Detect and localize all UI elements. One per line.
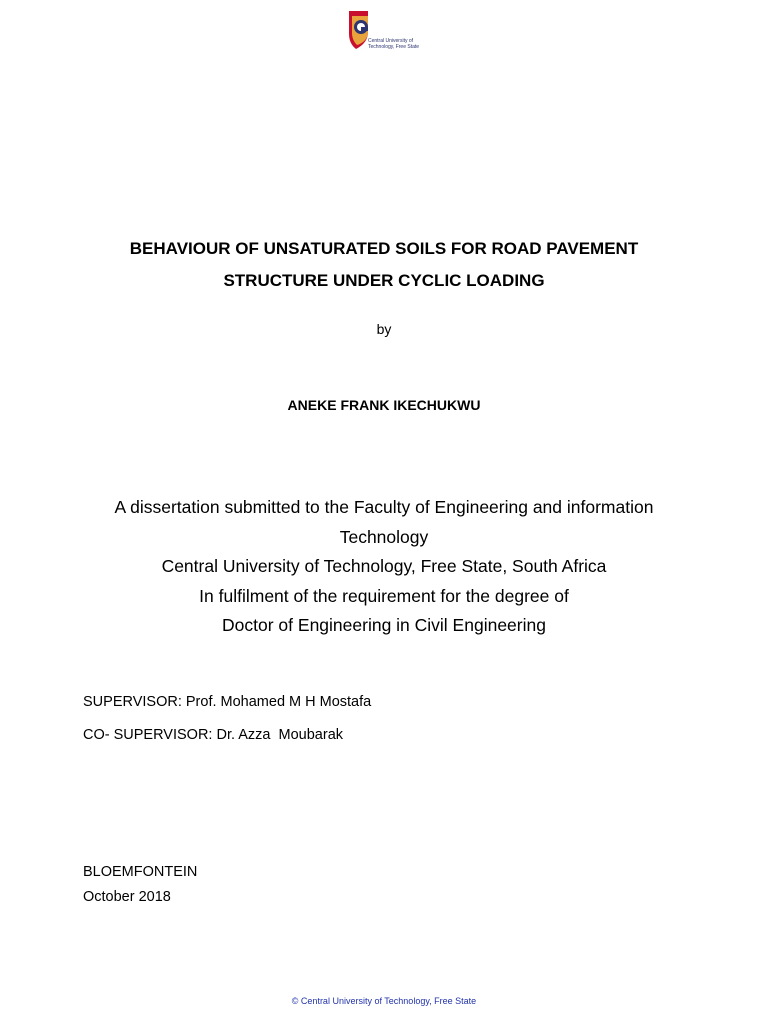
statement-line-2: Technology [339,526,429,547]
statement-line-3: Central University of Technology, Free State, South Africa [161,556,607,576]
logo-line-1: Central University of [368,38,414,44]
submission-statement [0,493,768,641]
author-name: ANEKE FRANK IKECHUKWU [287,397,481,413]
university-crest-icon [348,10,370,50]
logo-line-2: Technology, Free State [368,44,420,50]
dissertation-title [0,233,768,297]
copyright-footer: © Central University of Technology, Free State [291,996,477,1006]
co-supervisor: CO- SUPERVISOR: Dr. Azza Moubarak [83,727,344,743]
logo-text [368,38,419,50]
supervisors-block [83,694,371,760]
place: BLOEMFONTEIN [83,864,198,880]
statement-line-5: Doctor of Engineering in Civil Engineering [222,615,546,635]
date: October 2018 [83,889,171,905]
by-text: by [376,321,392,337]
supervisor: SUPERVISOR: Prof. Mohamed M H Mostafa [83,694,372,710]
title-line-2: STRUCTURE UNDER CYCLIC LOADING [223,271,545,290]
statement-line-1: A dissertation submitted to the Faculty of Engineering and information [114,497,654,517]
statement-line-4: In fulfilment of the requirement for the degree of [199,585,569,606]
university-logo [348,10,420,52]
title-line-1: BEHAVIOUR OF UNSATURATED SOILS FOR ROAD PAVEMENT [129,239,639,258]
place-date-block [83,860,197,910]
